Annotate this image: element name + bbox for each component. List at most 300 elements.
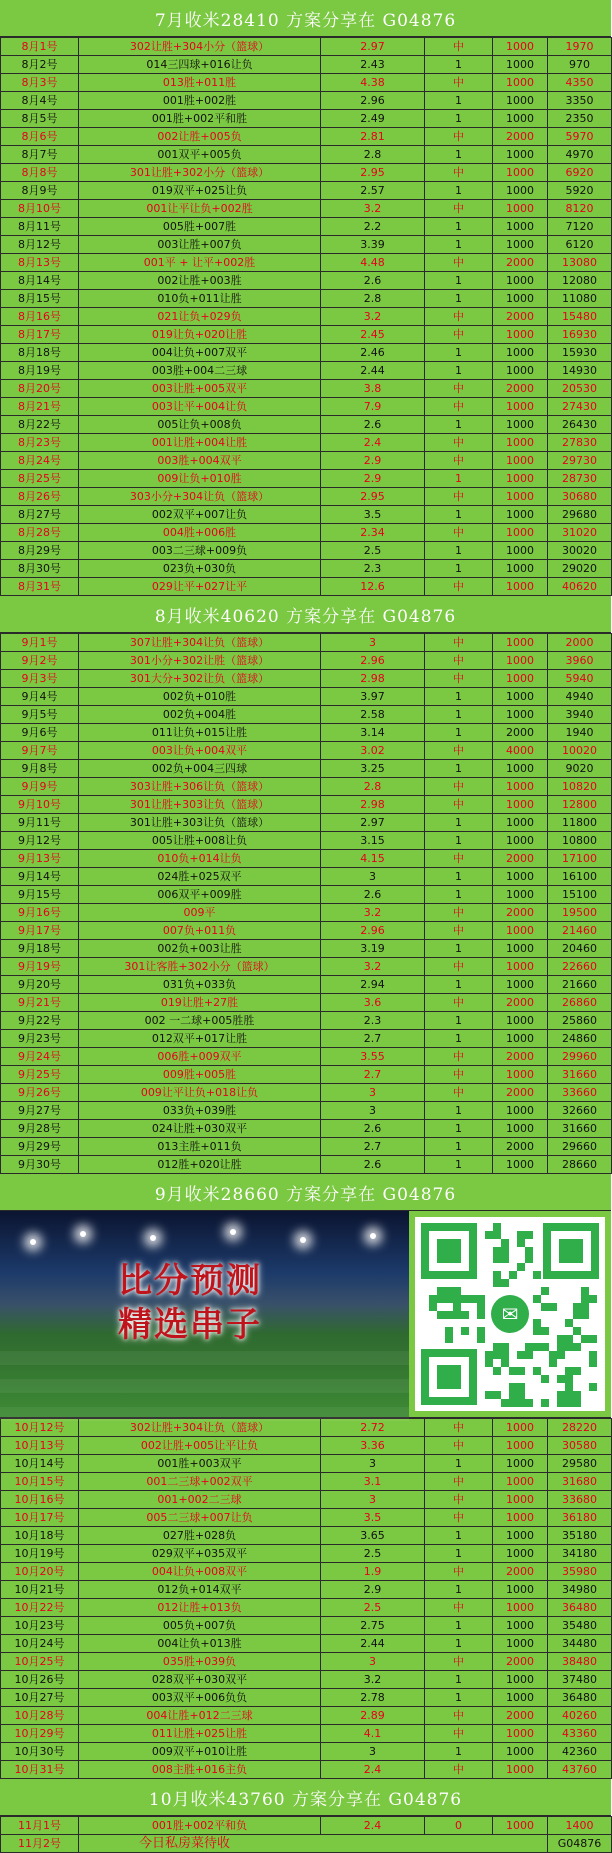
table-row	[1, 958, 612, 976]
result-cell: 1	[425, 1527, 493, 1545]
table-row	[1, 1527, 612, 1545]
stake-cell: 1000	[493, 578, 548, 596]
date-cell: 8月28号	[1, 524, 79, 542]
odds-cell: 3.65	[321, 1527, 425, 1545]
pick-cell: 011让胜+025让胜	[79, 1725, 321, 1743]
pick-cell: 007负+011负	[79, 922, 321, 940]
date-cell: 8月27号	[1, 506, 79, 524]
stake-cell: 1000	[493, 1066, 548, 1084]
stake-cell: 1000	[493, 1743, 548, 1761]
table-row	[1, 524, 612, 542]
table-row	[1, 1599, 612, 1617]
result-cell: 中	[425, 1725, 493, 1743]
balance-cell: 15480	[548, 308, 612, 326]
odds-cell: 3	[321, 634, 425, 652]
odds-cell: 3	[321, 1743, 425, 1761]
table-row	[1, 1817, 612, 1835]
balance-cell: 26860	[548, 994, 612, 1012]
date-cell: 8月26号	[1, 488, 79, 506]
balance-cell: 5920	[548, 182, 612, 200]
stake-cell: 1000	[493, 706, 548, 724]
pick-cell: 301小分+302让胜（篮球）	[79, 652, 321, 670]
table-row	[1, 578, 612, 596]
odds-cell: 2.8	[321, 146, 425, 164]
odds-cell: 2.34	[321, 524, 425, 542]
stake-cell: 1000	[493, 542, 548, 560]
date-cell: 8月11号	[1, 218, 79, 236]
balance-cell: 3350	[548, 92, 612, 110]
stake-cell: 1000	[493, 688, 548, 706]
wechat-icon: ✉	[491, 1295, 529, 1333]
odds-cell: 3.2	[321, 1671, 425, 1689]
odds-cell: 3.2	[321, 904, 425, 922]
stake-cell: 1000	[493, 290, 548, 308]
result-cell: 1	[425, 56, 493, 74]
stake-cell: 1000	[493, 146, 548, 164]
result-cell: 中	[425, 796, 493, 814]
balance-cell: 24860	[548, 1030, 612, 1048]
balance-cell: 1970	[548, 38, 612, 56]
stake-cell: 2000	[493, 128, 548, 146]
date-cell: 9月22号	[1, 1012, 79, 1030]
odds-cell: 2.6	[321, 886, 425, 904]
result-cell: 中	[425, 128, 493, 146]
odds-cell: 2.7	[321, 1138, 425, 1156]
balance-cell: 29580	[548, 1455, 612, 1473]
odds-cell: 2.5	[321, 1545, 425, 1563]
date-cell: 11月2号	[1, 1835, 79, 1853]
pick-cell: 005让负+008负	[79, 416, 321, 434]
stake-cell: 1000	[493, 470, 548, 488]
date-cell: 10月22号	[1, 1599, 79, 1617]
pick-cell: 012胜+020让胜	[79, 1156, 321, 1174]
pick-cell: 001二三球+002双平	[79, 1473, 321, 1491]
table-row	[1, 634, 612, 652]
stake-cell: 1000	[493, 1030, 548, 1048]
pick-cell: 303小分+304让负（篮球）	[79, 488, 321, 506]
result-cell: 1	[425, 542, 493, 560]
odds-cell: 4.38	[321, 74, 425, 92]
stake-cell: 1000	[493, 506, 548, 524]
odds-cell: 2.7	[321, 1030, 425, 1048]
table-row	[1, 1030, 612, 1048]
date-cell: 9月10号	[1, 796, 79, 814]
odds-cell: 3.1	[321, 1473, 425, 1491]
result-cell: 中	[425, 1563, 493, 1581]
balance-cell: 6120	[548, 236, 612, 254]
table-row	[1, 1725, 612, 1743]
table-row	[1, 416, 612, 434]
date-cell: 9月13号	[1, 850, 79, 868]
table-row	[1, 290, 612, 308]
table-row	[1, 164, 612, 182]
stake-cell: 1000	[493, 524, 548, 542]
balance-cell: 13080	[548, 254, 612, 272]
stake-cell: 1000	[493, 38, 548, 56]
date-cell: 9月30号	[1, 1156, 79, 1174]
date-cell: 9月27号	[1, 1102, 79, 1120]
stake-cell: 1000	[493, 344, 548, 362]
stake-cell: 1000	[493, 1817, 548, 1835]
date-cell: 8月24号	[1, 452, 79, 470]
table-row	[1, 796, 612, 814]
stake-cell: 1000	[493, 1689, 548, 1707]
table-row	[1, 1473, 612, 1491]
balance-cell: 3940	[548, 706, 612, 724]
pick-cell: 027胜+028负	[79, 1527, 321, 1545]
pick-cell: 013主胜+011负	[79, 1138, 321, 1156]
odds-cell: 2.49	[321, 110, 425, 128]
result-cell: 中	[425, 652, 493, 670]
stake-cell: 1000	[493, 218, 548, 236]
result-cell: 中	[425, 1437, 493, 1455]
date-cell: 9月28号	[1, 1120, 79, 1138]
balance-cell: 29020	[548, 560, 612, 578]
table-row	[1, 1138, 612, 1156]
stake-cell: 2000	[493, 1563, 548, 1581]
table-row	[1, 868, 612, 886]
stake-cell: 1000	[493, 1156, 548, 1174]
balance-cell: 35180	[548, 1527, 612, 1545]
result-cell: 1	[425, 506, 493, 524]
result-cell: 中	[425, 1473, 493, 1491]
balance-cell: 1400	[548, 1817, 612, 1835]
stake-cell: 2000	[493, 308, 548, 326]
balance-cell: 43760	[548, 1761, 612, 1779]
table-row	[1, 706, 612, 724]
pick-cell: 008主胜+016主负	[79, 1761, 321, 1779]
result-cell: 1	[425, 1156, 493, 1174]
stake-cell: 1000	[493, 1102, 548, 1120]
balance-cell: 11080	[548, 290, 612, 308]
table-row	[1, 1581, 612, 1599]
result-cell: 中	[425, 1599, 493, 1617]
date-cell: 8月16号	[1, 308, 79, 326]
table-row	[1, 488, 612, 506]
balance-cell: 4940	[548, 688, 612, 706]
table-row	[1, 1066, 612, 1084]
date-cell: 8月19号	[1, 362, 79, 380]
september-results-table	[0, 633, 612, 1174]
pick-cell: 009双平+010让胜	[79, 1743, 321, 1761]
pick-cell: 003让胜+005双平	[79, 380, 321, 398]
pick-cell: 002让胜+003胜	[79, 272, 321, 290]
pick-cell: 006胜+009双平	[79, 1048, 321, 1066]
pick-cell: 001让胜+004让胜	[79, 434, 321, 452]
date-cell: 10月18号	[1, 1527, 79, 1545]
result-cell: 中	[425, 38, 493, 56]
odds-cell: 2.46	[321, 344, 425, 362]
result-cell: 中	[425, 1707, 493, 1725]
result-cell: 1	[425, 868, 493, 886]
pick-cell: 302让胜+304小分（篮球）	[79, 38, 321, 56]
pick-cell: 005让胜+008让负	[79, 832, 321, 850]
pick-cell: 019让胜+27胜	[79, 994, 321, 1012]
table-row	[1, 254, 612, 272]
pick-cell: 001+002二三球	[79, 1491, 321, 1509]
pick-cell: 029让平+027让平	[79, 578, 321, 596]
pick-cell: 005二三球+007让负	[79, 1509, 321, 1527]
result-cell: 1	[425, 344, 493, 362]
date-cell: 10月23号	[1, 1617, 79, 1635]
stake-cell: 1000	[493, 796, 548, 814]
pick-cell: 003胜+004二三球	[79, 362, 321, 380]
table-row	[1, 326, 612, 344]
pick-cell: 004让负+013胜	[79, 1635, 321, 1653]
odds-cell: 3.5	[321, 1509, 425, 1527]
balance-cell: 35480	[548, 1617, 612, 1635]
balance-cell: 19500	[548, 904, 612, 922]
pick-cell: 301让客胜+302小分（篮球）	[79, 958, 321, 976]
promo-line-1: 比分预测	[118, 1261, 262, 1301]
result-cell: 1	[425, 1581, 493, 1599]
result-cell: 中	[425, 1509, 493, 1527]
balance-cell: 6920	[548, 164, 612, 182]
date-cell: 8月21号	[1, 398, 79, 416]
stadium-image	[0, 1211, 409, 1417]
odds-cell: 2.95	[321, 488, 425, 506]
table-row	[1, 1835, 612, 1853]
date-cell: 10月26号	[1, 1671, 79, 1689]
result-cell: 1	[425, 940, 493, 958]
pick-cell: 003胜+004双平	[79, 452, 321, 470]
table-row	[1, 74, 612, 92]
result-cell: 1	[425, 272, 493, 290]
stake-cell: 1000	[493, 1545, 548, 1563]
balance-cell: 31660	[548, 1120, 612, 1138]
date-cell: 9月12号	[1, 832, 79, 850]
balance-cell: 11800	[548, 814, 612, 832]
stake-cell: 1000	[493, 1473, 548, 1491]
odds-cell: 2.6	[321, 272, 425, 290]
odds-cell: 2.5	[321, 1599, 425, 1617]
pick-cell: 033负+039胜	[79, 1102, 321, 1120]
stake-cell: 1000	[493, 1527, 548, 1545]
stake-cell: 4000	[493, 742, 548, 760]
result-cell: 1	[425, 290, 493, 308]
date-cell: 9月4号	[1, 688, 79, 706]
date-cell: 9月24号	[1, 1048, 79, 1066]
date-cell: 8月10号	[1, 200, 79, 218]
pick-cell: 031负+033负	[79, 976, 321, 994]
odds-cell: 3.2	[321, 200, 425, 218]
date-cell: 8月15号	[1, 290, 79, 308]
table-row	[1, 1491, 612, 1509]
odds-cell: 2.9	[321, 470, 425, 488]
balance-cell: 12800	[548, 796, 612, 814]
table-row	[1, 344, 612, 362]
table-row	[1, 272, 612, 290]
odds-cell: 2.44	[321, 1635, 425, 1653]
odds-cell: 2.57	[321, 182, 425, 200]
date-cell: 10月24号	[1, 1635, 79, 1653]
odds-cell: 2.72	[321, 1419, 425, 1437]
stake-cell: 2000	[493, 1707, 548, 1725]
result-cell: 中	[425, 904, 493, 922]
stake-cell: 2000	[493, 1048, 548, 1066]
stake-cell: 2000	[493, 380, 548, 398]
result-cell: 中	[425, 380, 493, 398]
pick-cell: 004让胜+012二三球	[79, 1707, 321, 1725]
balance-cell: 10800	[548, 832, 612, 850]
balance-cell: 30580	[548, 1437, 612, 1455]
stake-cell: 1000	[493, 976, 548, 994]
balance-cell: 38480	[548, 1653, 612, 1671]
result-cell: 中	[425, 398, 493, 416]
pick-cell: 301让胜+302小分（篮球）	[79, 164, 321, 182]
result-cell: 1	[425, 1455, 493, 1473]
stake-cell: 1000	[493, 1725, 548, 1743]
stake-cell: 1000	[493, 922, 548, 940]
balance-cell: 43360	[548, 1725, 612, 1743]
table-row	[1, 182, 612, 200]
balance-cell: 1940	[548, 724, 612, 742]
odds-cell: 3.2	[321, 308, 425, 326]
odds-cell: 4.48	[321, 254, 425, 272]
date-cell: 9月21号	[1, 994, 79, 1012]
balance-cell: 42360	[548, 1743, 612, 1761]
date-cell: 8月2号	[1, 56, 79, 74]
odds-cell: 2.6	[321, 1156, 425, 1174]
stake-cell: 1000	[493, 182, 548, 200]
odds-cell: 2.81	[321, 128, 425, 146]
result-cell: 中	[425, 434, 493, 452]
table-row	[1, 1761, 612, 1779]
balance-cell: 27430	[548, 398, 612, 416]
stake-cell: 1000	[493, 1509, 548, 1527]
odds-cell: 3.25	[321, 760, 425, 778]
odds-cell: 2.89	[321, 1707, 425, 1725]
date-cell: 10月31号	[1, 1761, 79, 1779]
balance-cell: 20460	[548, 940, 612, 958]
balance-cell: 31020	[548, 524, 612, 542]
result-cell: 中	[425, 326, 493, 344]
wechat-qr-code[interactable]	[415, 1217, 605, 1411]
date-cell: 9月1号	[1, 634, 79, 652]
stake-cell: 1000	[493, 452, 548, 470]
stake-cell: 1000	[493, 1120, 548, 1138]
pick-cell: 002让胜+005负	[79, 128, 321, 146]
stake-cell: 1000	[493, 110, 548, 128]
odds-cell: 2.96	[321, 922, 425, 940]
date-cell: 9月11号	[1, 814, 79, 832]
stake-cell: 1000	[493, 200, 548, 218]
odds-cell: 2.96	[321, 92, 425, 110]
november-results-table	[0, 1816, 612, 1853]
result-cell: 1	[425, 92, 493, 110]
result-cell: 中	[425, 452, 493, 470]
table-row	[1, 38, 612, 56]
pending-note: 今日私房菜待收	[79, 1835, 548, 1853]
stake-cell: 1000	[493, 326, 548, 344]
result-cell: 1	[425, 146, 493, 164]
table-row	[1, 200, 612, 218]
table-row	[1, 1437, 612, 1455]
balance-cell: 20530	[548, 380, 612, 398]
balance-cell: 36480	[548, 1599, 612, 1617]
table-row	[1, 308, 612, 326]
result-cell: 中	[425, 1653, 493, 1671]
odds-cell: 2.4	[321, 1817, 425, 1835]
october-summary-banner: 10月收米43760 方案分享在 G04876	[0, 1779, 611, 1816]
stake-cell: 2000	[493, 904, 548, 922]
result-cell: 1	[425, 110, 493, 128]
stake-cell: 1000	[493, 652, 548, 670]
stake-cell: 1000	[493, 940, 548, 958]
balance-cell: 14930	[548, 362, 612, 380]
pick-cell: 024胜+025双平	[79, 868, 321, 886]
pick-cell: 002负+004胜	[79, 706, 321, 724]
table-row	[1, 724, 612, 742]
pick-cell: 035胜+039负	[79, 1653, 321, 1671]
table-row	[1, 146, 612, 164]
odds-cell: 4.1	[321, 1725, 425, 1743]
odds-cell: 2.78	[321, 1689, 425, 1707]
result-cell: 中	[425, 74, 493, 92]
table-row	[1, 760, 612, 778]
odds-cell: 2.97	[321, 814, 425, 832]
date-cell: 9月25号	[1, 1066, 79, 1084]
odds-cell: 3	[321, 1491, 425, 1509]
table-row	[1, 1689, 612, 1707]
balance-cell: 36480	[548, 1689, 612, 1707]
odds-cell: 2.97	[321, 38, 425, 56]
pick-cell: 029双平+035双平	[79, 1545, 321, 1563]
pick-cell: 002 一二球+005胜胜	[79, 1012, 321, 1030]
balance-cell: 29680	[548, 506, 612, 524]
balance-cell: 33660	[548, 1084, 612, 1102]
stake-cell: 2000	[493, 724, 548, 742]
date-cell: 8月30号	[1, 560, 79, 578]
odds-cell: 3.2	[321, 958, 425, 976]
pick-cell: 003二三球+009负	[79, 542, 321, 560]
result-cell: 中	[425, 634, 493, 652]
odds-cell: 3.97	[321, 688, 425, 706]
table-row	[1, 434, 612, 452]
pick-cell: 001胜+002平和负	[79, 1817, 321, 1835]
balance-cell: 30020	[548, 542, 612, 560]
date-cell: 9月17号	[1, 922, 79, 940]
balance-cell: 5970	[548, 128, 612, 146]
result-cell: 1	[425, 976, 493, 994]
date-cell: 8月5号	[1, 110, 79, 128]
table-row	[1, 110, 612, 128]
table-row	[1, 1545, 612, 1563]
odds-cell: 3.15	[321, 832, 425, 850]
odds-cell: 1.9	[321, 1563, 425, 1581]
pick-cell: 014三四球+016让负	[79, 56, 321, 74]
result-cell: 1	[425, 1671, 493, 1689]
odds-cell: 2.43	[321, 56, 425, 74]
date-cell: 9月16号	[1, 904, 79, 922]
date-cell: 11月1号	[1, 1817, 79, 1835]
stake-cell: 1000	[493, 814, 548, 832]
table-row	[1, 922, 612, 940]
result-cell: 中	[425, 578, 493, 596]
stake-cell: 1000	[493, 1599, 548, 1617]
pick-cell: 024让胜+030双平	[79, 1120, 321, 1138]
date-cell: 8月6号	[1, 128, 79, 146]
table-row	[1, 1102, 612, 1120]
odds-cell: 2.94	[321, 976, 425, 994]
table-row	[1, 778, 612, 796]
date-cell: 10月28号	[1, 1707, 79, 1725]
odds-cell: 3.55	[321, 1048, 425, 1066]
stake-cell: 1000	[493, 74, 548, 92]
pick-cell: 005负+007负	[79, 1617, 321, 1635]
odds-cell: 2.44	[321, 362, 425, 380]
date-cell: 8月14号	[1, 272, 79, 290]
